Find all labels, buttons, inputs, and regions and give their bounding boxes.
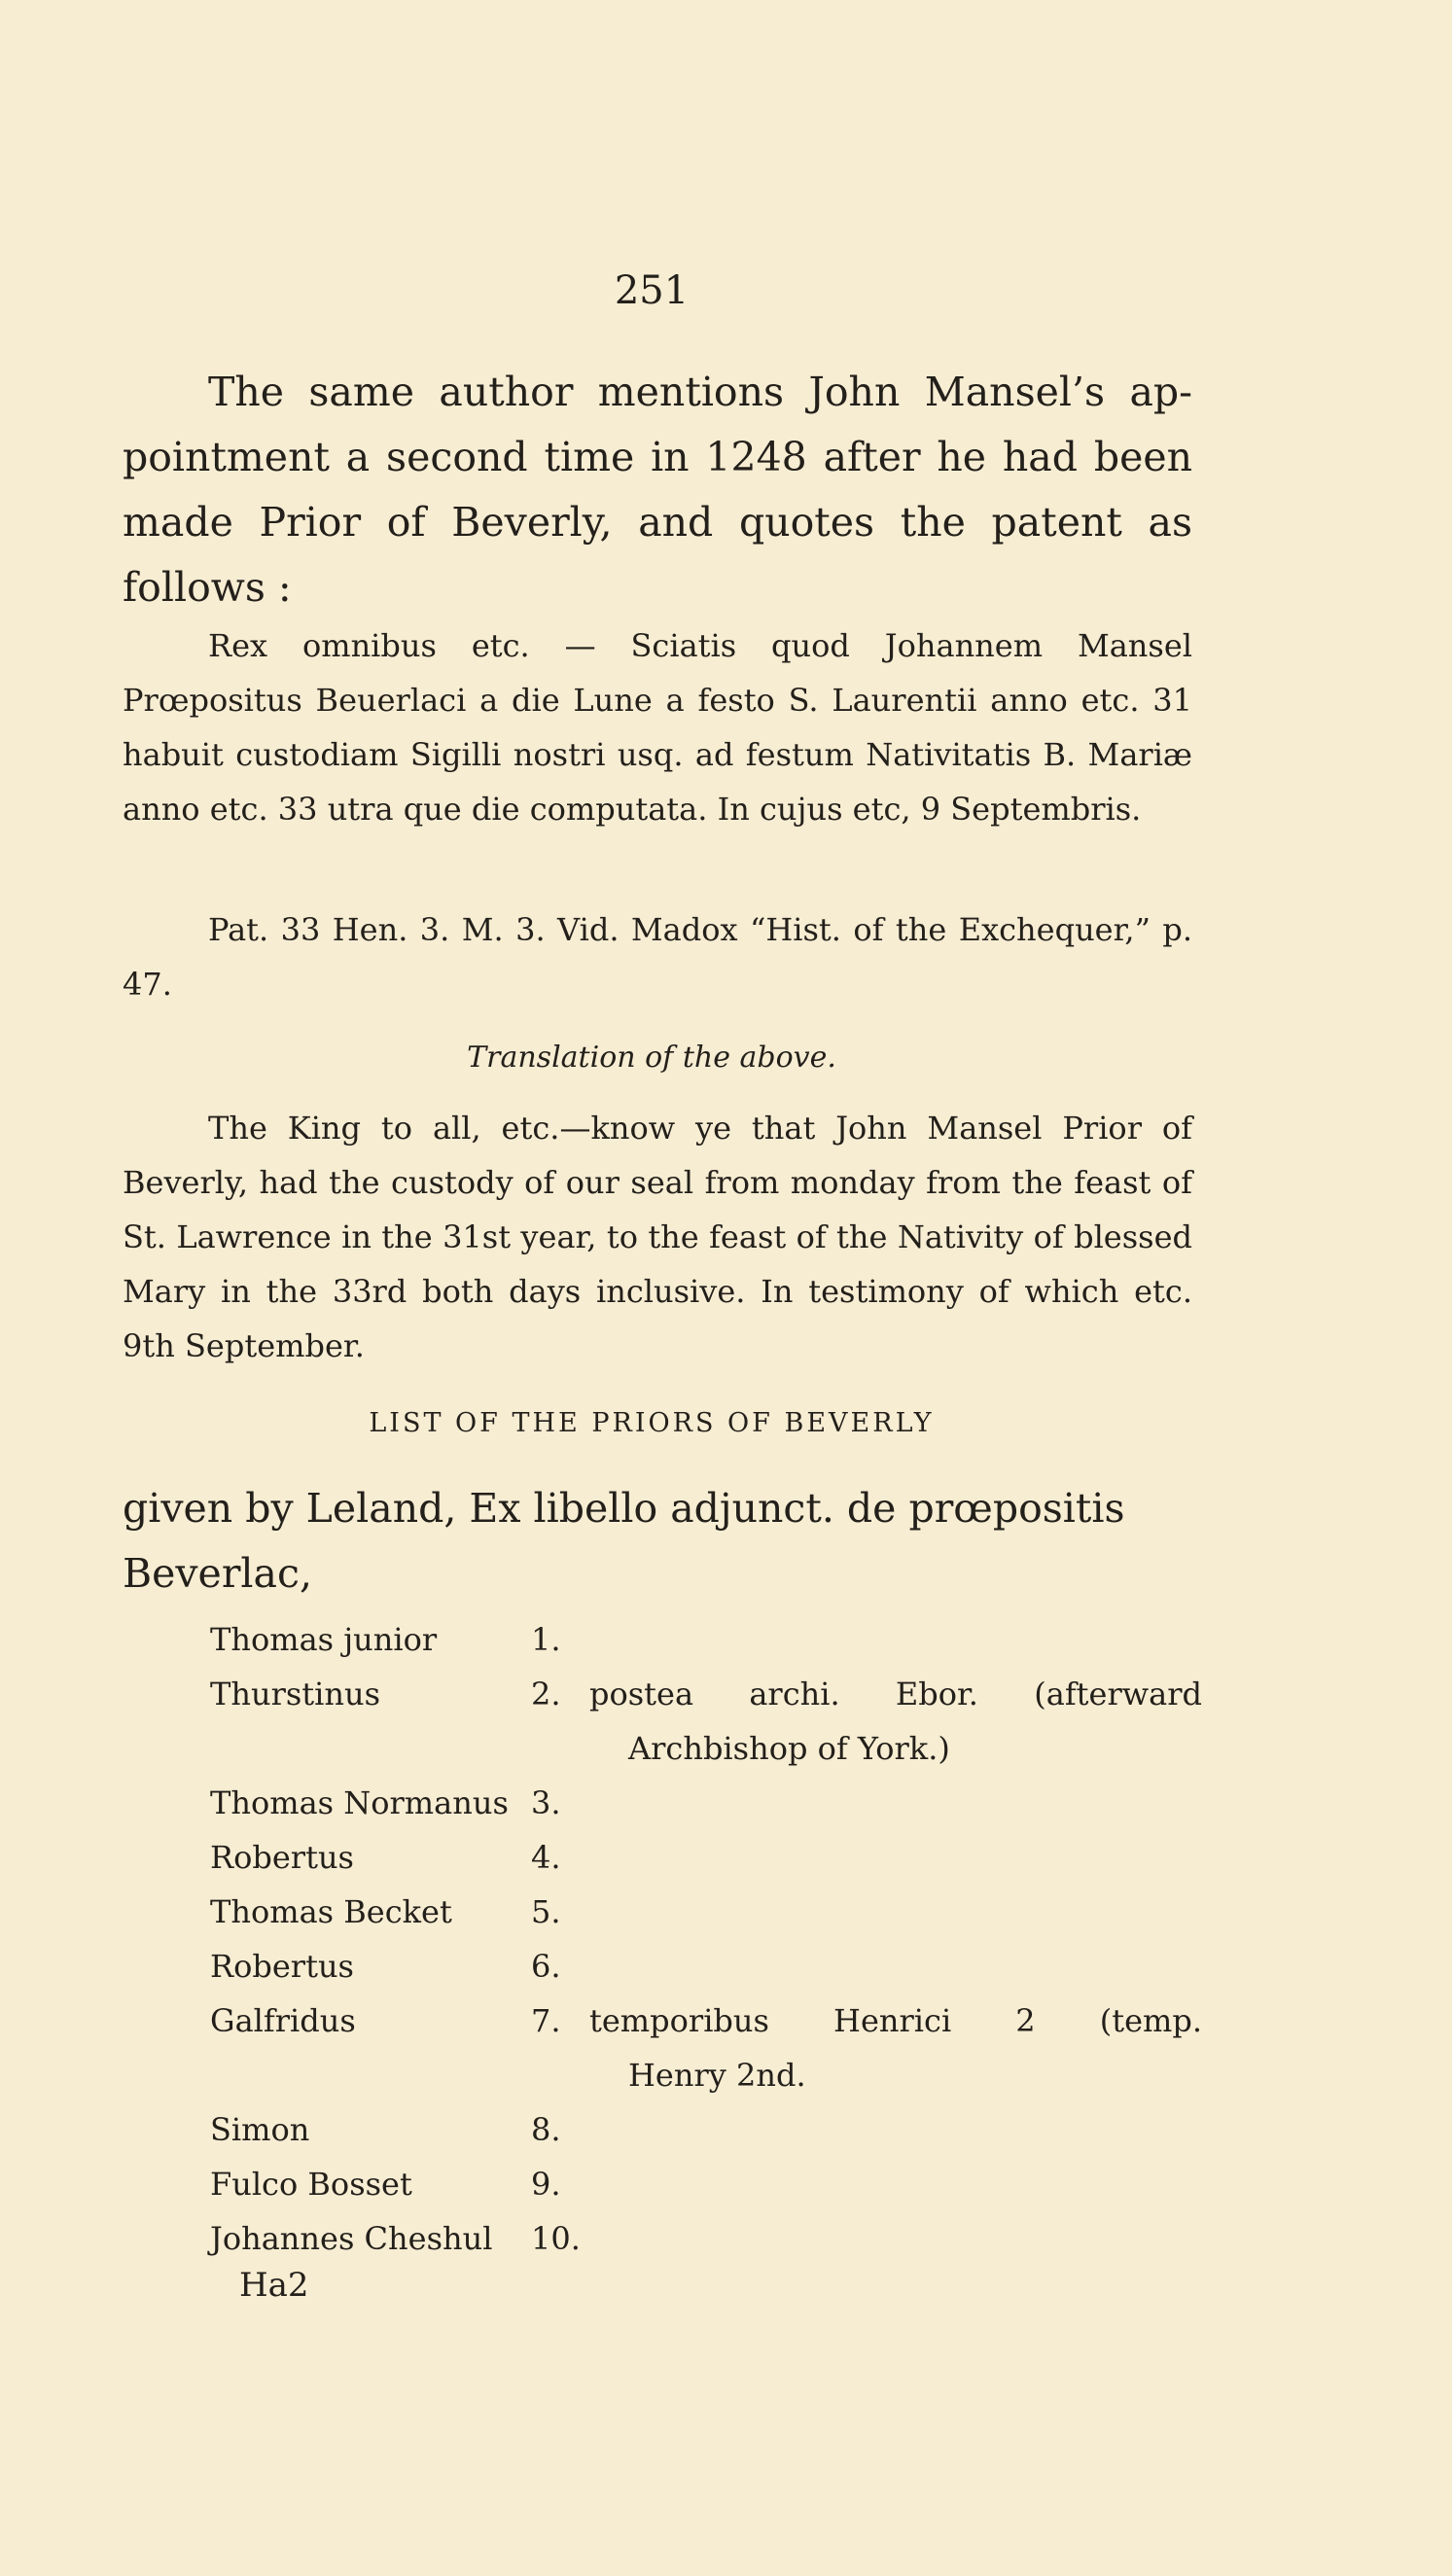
latin-patent-text: Rex omnibus etc. — Sciatis quod Johannem Mansel Prœpositus Beuerlaci a die Lune a festo S. Laurentii anno etc. 31 habuit custodiam Sigilli nostri usq. ad festum Nativitatis B. Mariæ anno etc. 33 utra que die computata. In cujus etc, 9 Septembris.	[123, 627, 1192, 828]
prior-name: Thomas junior	[210, 1621, 438, 1658]
prior-name: Robertus	[210, 1839, 354, 1876]
prior-name: Simon	[210, 2111, 310, 2148]
intro-paragraph: The same author mentions John Mansel’s ap-pointment a second time in 1248 after he had been made Prior of Beverly, and quotes the patent as follows :	[123, 369, 1192, 611]
translation-paragraph: The King to all, etc.—know ye that John Mansel Prior of Beverly, had the custody of our seal from monday from the feast of St. Lawrence in the 31st year, to the feast of the Nativity of blessed Mary in the 33rd both days inclusive. In testimony of which etc. 9th September.	[123, 1110, 1192, 1364]
prior-row	[210, 2102, 1202, 2157]
prior-row	[210, 1994, 1202, 2048]
prior-note-continuation: Archbishop of York.)	[628, 1730, 950, 1767]
prior-row	[210, 1667, 1202, 1721]
prior-number: 6.	[531, 1948, 561, 1985]
prior-row	[210, 2211, 1202, 2266]
prior-row	[210, 1939, 1202, 1994]
prior-number: 2.	[531, 1676, 561, 1712]
prior-name: Fulco Bosset	[210, 2166, 412, 2203]
prior-name: Thomas Becket	[210, 1893, 452, 1930]
prior-row	[210, 1830, 1202, 1885]
prior-row	[210, 1776, 1202, 1830]
prior-name: Johannes Cheshul	[210, 2220, 493, 2257]
prior-row	[210, 2157, 1202, 2211]
priors-list-intro: given by Leland, Ex libello adjunct. de prœpositis Beverlac,	[123, 1485, 1125, 1597]
prior-number: 3.	[531, 1784, 561, 1821]
prior-name: Robertus	[210, 1948, 354, 1985]
prior-number: 9.	[531, 2166, 561, 2203]
patent-reference: Pat. 33 Hen. 3. M. 3. Vid. Madox “Hist. of the Exchequer,” p. 47.	[123, 911, 1192, 1003]
prior-number: 1.	[531, 1621, 561, 1658]
prior-row	[210, 1612, 1202, 1667]
prior-name: Galfridus	[210, 2002, 356, 2039]
prior-name: Thomas Normanus	[210, 1784, 509, 1821]
prior-row	[210, 1885, 1202, 1939]
priors-list-heading: LIST OF THE PRIORS OF BEVERLY	[369, 1408, 935, 1438]
prior-number: 10.	[531, 2220, 581, 2257]
prior-number: 4.	[531, 1839, 561, 1876]
prior-note: postea archi. Ebor. (afterward	[589, 1676, 1202, 1712]
priors-list	[210, 1612, 1202, 2266]
prior-number: 5.	[531, 1893, 561, 1930]
translation-heading: Translation of the above.	[467, 1041, 836, 1075]
page-number: 251	[614, 268, 690, 313]
prior-note: temporibus Henrici 2 (temp.	[589, 2002, 1202, 2039]
printer-signature-mark: Ha2	[239, 2266, 309, 2305]
prior-number: 8.	[531, 2111, 561, 2148]
prior-number: 7.	[531, 2002, 561, 2039]
prior-name: Thurstinus	[210, 1676, 381, 1712]
prior-note-continuation: Henry 2nd.	[628, 2057, 806, 2094]
